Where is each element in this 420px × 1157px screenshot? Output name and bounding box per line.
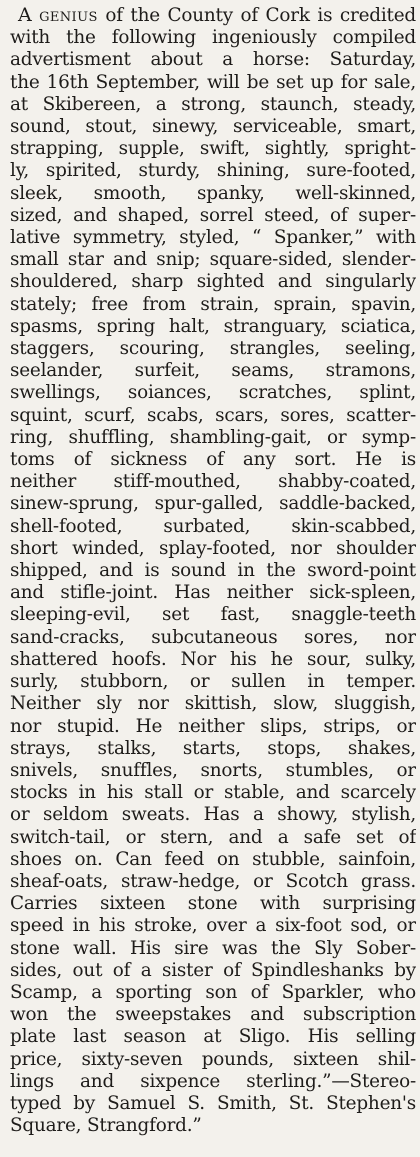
text-line: squint, scurf, scabs, scars, sores, scatter- [10, 404, 416, 426]
text-line: sheaf-oats, straw-hedge, or Scotch grass. [10, 870, 416, 892]
text-line: ly, spirited, sturdy, shining, sure-footed, [10, 160, 416, 182]
text-line: strays, stalks, starts, stops, shakes, [10, 737, 416, 759]
text-line: Square, Strangford.” [10, 1115, 202, 1137]
text-line: toms of sickness of any sort. He is [10, 449, 416, 471]
text-line: staggers, scouring, strangles, seeling, [10, 338, 416, 360]
text-line: spasms, spring halt, stranguary, sciatica, [10, 315, 416, 337]
text-line: or seldom sweats. Has a showy, stylish, [10, 804, 416, 826]
text-line: switch-tail, or stern, and a safe set of [10, 826, 416, 848]
text-line: sinew-sprung, spur-galled, saddle-backed, [10, 493, 416, 515]
text-line: sound, stout, sinewy, serviceable, smart, [10, 116, 416, 138]
text-line: sleeping-evil, set fast, snaggle-teeth [10, 604, 416, 626]
text-line: Scamp, a sporting son of Sparkler, who [10, 981, 416, 1003]
text-line: sleek, smooth, spanky, well-skinned, [10, 182, 416, 204]
text-line: shell-footed, surbated, skin-scabbed, [10, 515, 416, 537]
text-line: price, sixty-seven pounds, sixteen shil- [10, 1048, 416, 1070]
article-text [10, 4, 416, 1137]
text-line: small star and snip; square-sided, slender- [10, 249, 416, 271]
text-line: short winded, splay-footed, nor shoulder [10, 537, 416, 559]
text-line: Neither sly nor skittish, slow, sluggish, [10, 693, 416, 715]
text-line: sized, and shaped, sorrel steed, of super- [10, 204, 416, 226]
text-line: shattered hoofs. Nor his he sour, sulky, [10, 648, 416, 670]
text-line: shipped, and is sound in the sword-point [10, 560, 416, 582]
text-line: speed in his stroke, over a six-foot sod, or [10, 915, 416, 937]
text-line: swellings, soiances, scratches, splint, [10, 382, 416, 404]
text-line: stocks in his stall or stable, and scarcely [10, 782, 416, 804]
text-line: at Skibereen, a strong, staunch, steady, [10, 93, 416, 115]
text-line: won the sweepstakes and subscription [10, 1004, 416, 1026]
lead-word: genius [39, 5, 98, 26]
text-line: neither stiff-mouthed, shabby-coated, [10, 471, 416, 493]
text-line: the 16th September, will be set up for sale, [10, 71, 416, 93]
text-line: advertisment about a horse: Saturday, [10, 49, 416, 71]
text-line: snivels, snuffles, snorts, stumbles, or [10, 759, 416, 781]
text-line: typed by Samuel S. Smith, St. Stephen's [10, 1092, 416, 1114]
text-line: nor stupid. He neither slips, strips, or [10, 715, 416, 737]
text-line: sides, out of a sister of Spindleshanks by [10, 959, 416, 981]
text-line: stone wall. His sire was the Sly Sober- [10, 937, 416, 959]
text-line: and stifle-joint. Has neither sick-spleen, [10, 582, 416, 604]
text-line: shoes on. Can feed on stubble, sainfoin, [10, 848, 416, 870]
text-line: lings and sixpence sterling.”—Stereo- [10, 1070, 416, 1092]
text-line: shouldered, sharp sighted and singularly [10, 271, 416, 293]
lead-letter: A [18, 4, 32, 26]
text-line: surly, stubborn, or sullen in temper. [10, 671, 416, 693]
text-line: Carries sixteen stone with surprising [10, 893, 416, 915]
text-line: stately; free from strain, sprain, spavin, [10, 293, 416, 315]
text-line: lative symmetry, styled, “ Spanker,” with [10, 227, 416, 249]
text-line: sand-cracks, subcutaneous sores, nor [10, 626, 416, 648]
text-line: ring, shuffling, shambling-gait, or symp- [10, 426, 416, 448]
text-line: seelander, surfeit, seams, stramons, [10, 360, 416, 382]
text-line: plate last season at Sligo. His selling [10, 1026, 416, 1048]
text-line: A genius of the County of Cork is credited [18, 4, 416, 26]
text-line: strapping, supple, swift, sightly, spright- [10, 138, 416, 160]
text-line: with the following ingeniously compiled [10, 27, 416, 49]
